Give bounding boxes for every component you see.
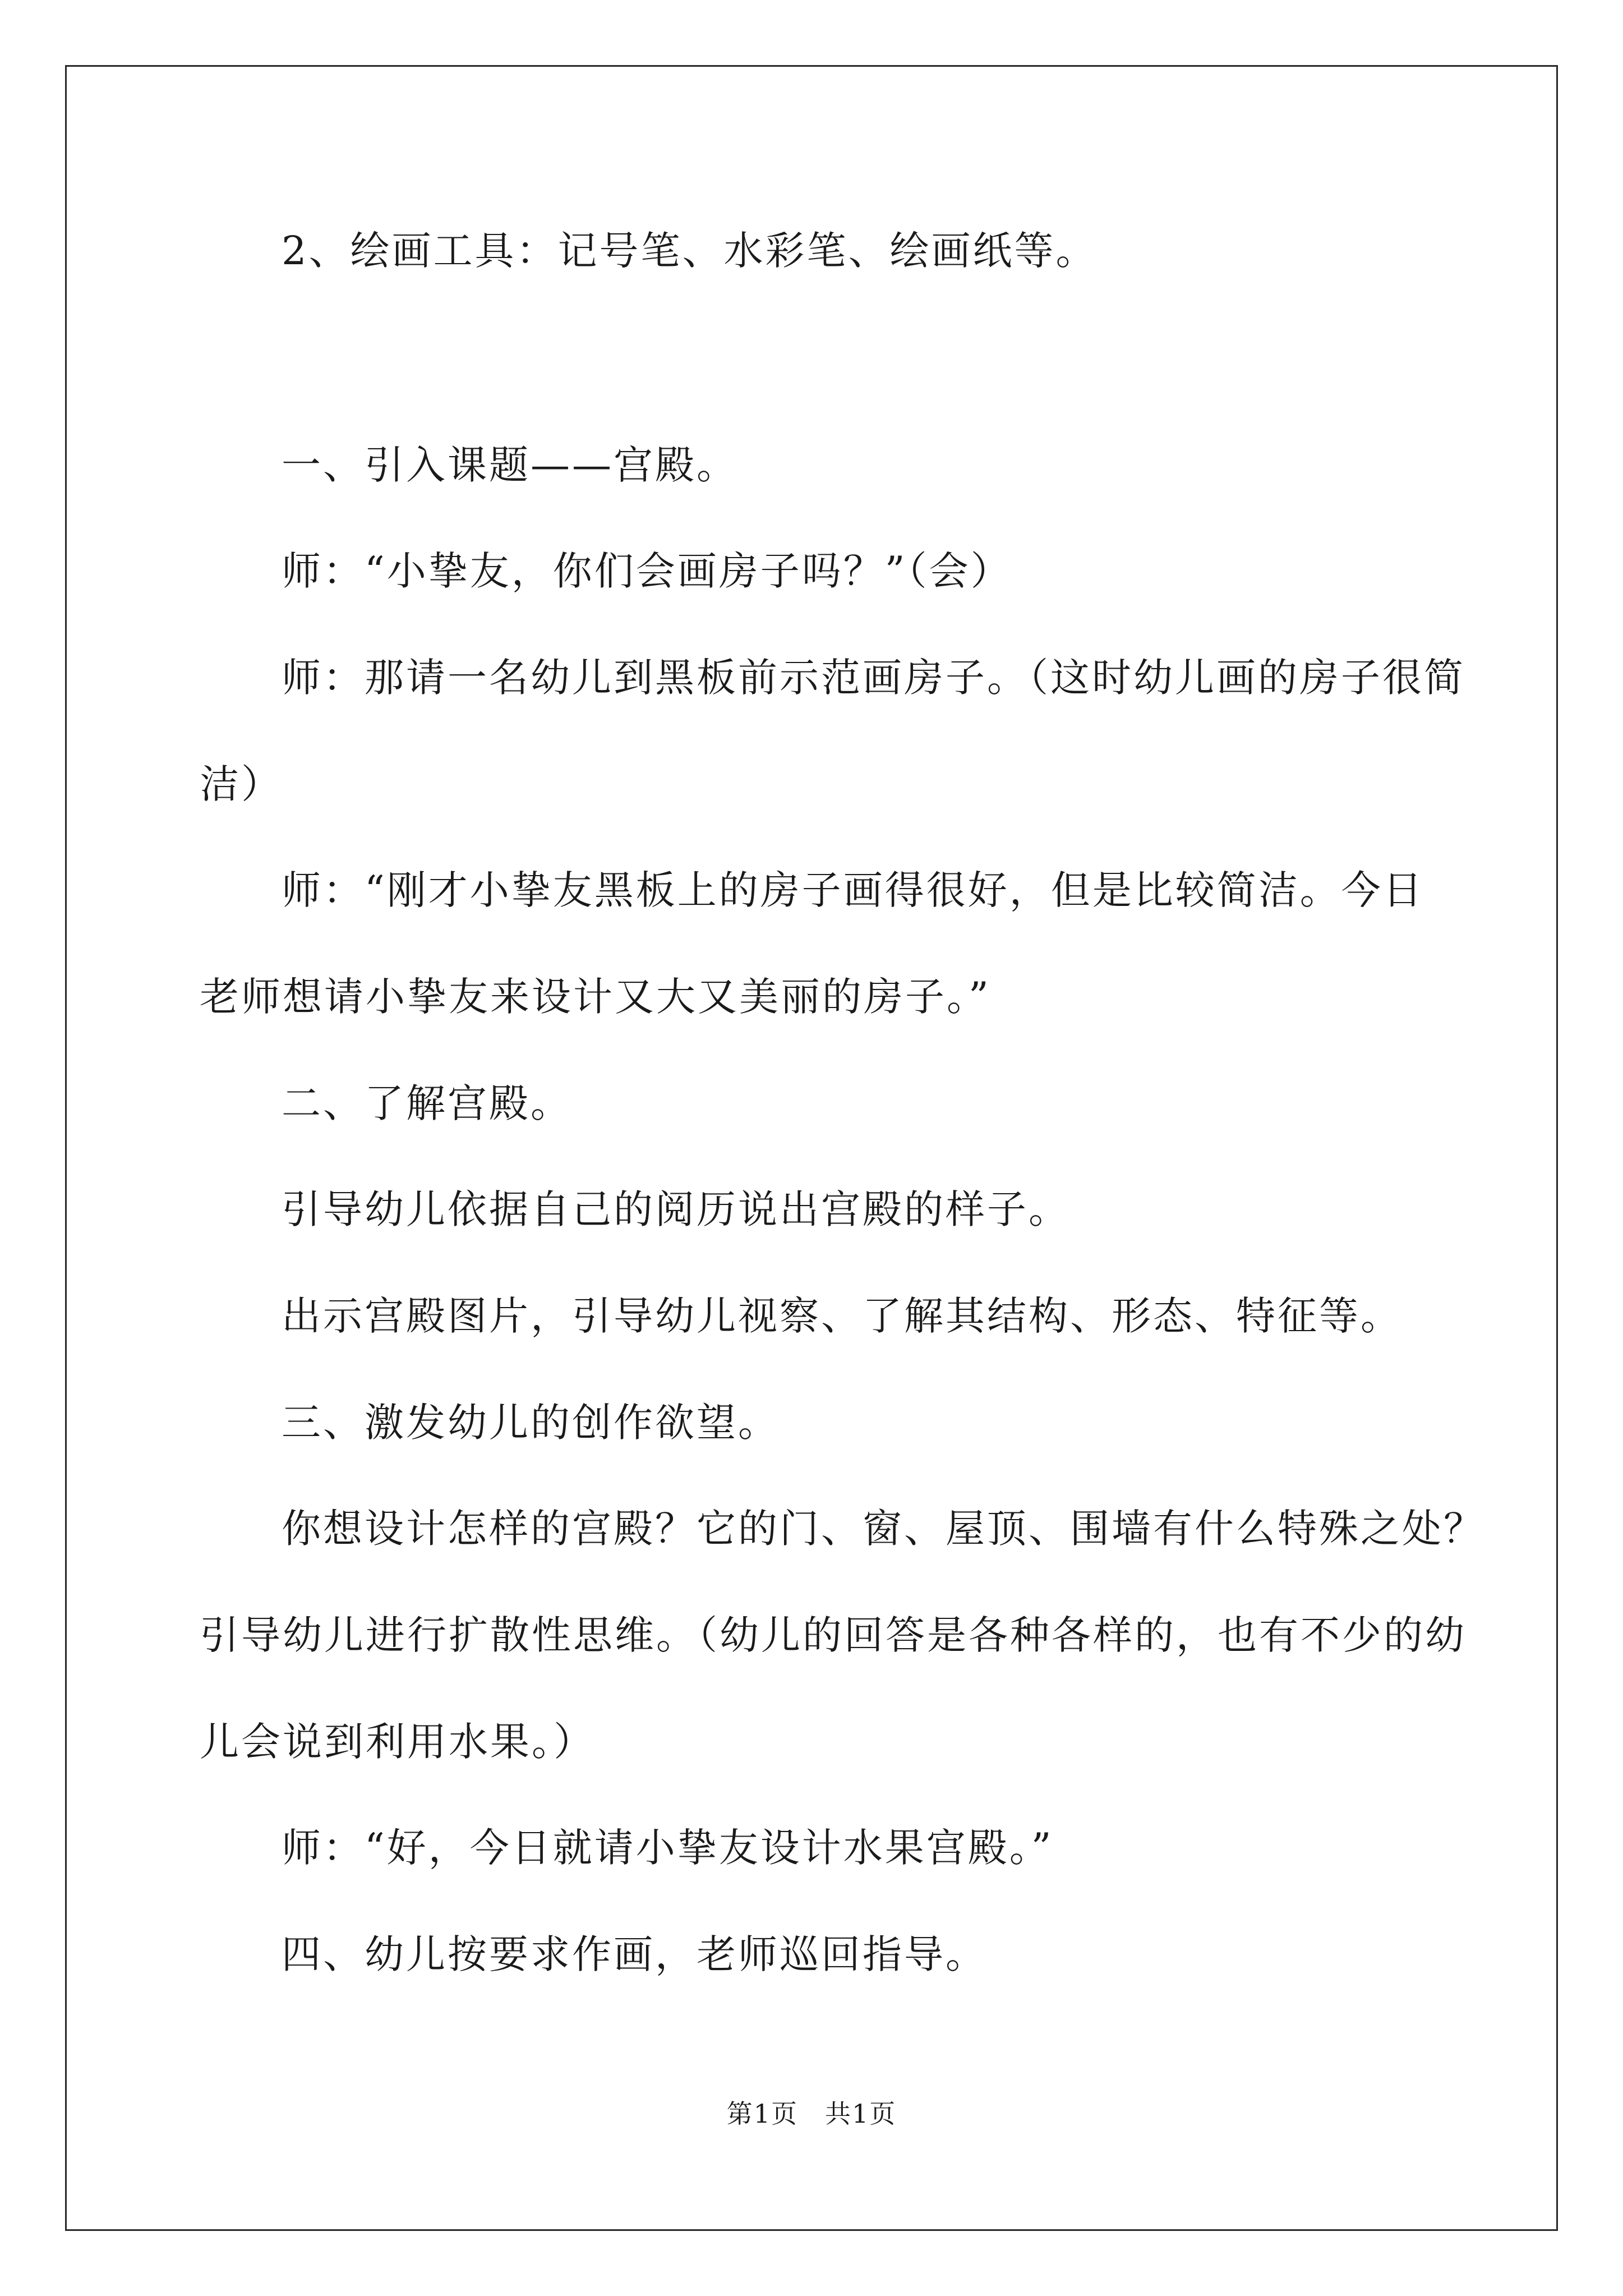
text-line: 出示宫殿图片，引导幼儿视察、了解其结构、形态、特征等。: [282, 1293, 1402, 1339]
text-line: 师：“小挚友，你们会画房子吗？”（会）: [282, 548, 1012, 594]
text-line: 四、幼儿按要求作画，老师巡回指导。: [282, 1931, 987, 1977]
text-line: 一、引入课题——宫殿。: [282, 442, 738, 488]
text-line: 三、激发幼儿的创作欲望。: [282, 1400, 780, 1446]
text-line: 2、绘画工具：记号笔、水彩笔、绘画纸等。: [282, 228, 1098, 274]
text-line: 师：“刚才小挚友黑板上的房子画得很好，但是比较简洁。今日: [282, 867, 1424, 913]
text-line: 师：“好，今日就请小挚友设计水果宫殿。”: [282, 1825, 1054, 1871]
text-line: 二、了解宫殿。: [282, 1080, 572, 1126]
text-line: 师：那请一名幼儿到黑板前示范画房子。（这时幼儿画的房子很简: [282, 655, 1465, 701]
page-number-footer: 第1页 共1页: [726, 2099, 897, 2129]
text-line: 洁）: [200, 761, 283, 807]
page-border: [65, 65, 1558, 2231]
text-line: 引导幼儿进行扩散性思维。（幼儿的回答是各种各样的，也有不少的幼: [200, 1612, 1467, 1658]
text-line: 你想设计怎样的宫殿？它的门、窗、屋顶、围墙有什么特殊之处？: [282, 1506, 1485, 1552]
text-line: 引导幼儿依据自己的阅历说出宫殿的样子。: [282, 1186, 1070, 1232]
text-line: 儿会说到利用水果。）: [200, 1719, 595, 1765]
text-line: 老师想请小挚友来设计又大又美丽的房子。”: [200, 974, 991, 1020]
